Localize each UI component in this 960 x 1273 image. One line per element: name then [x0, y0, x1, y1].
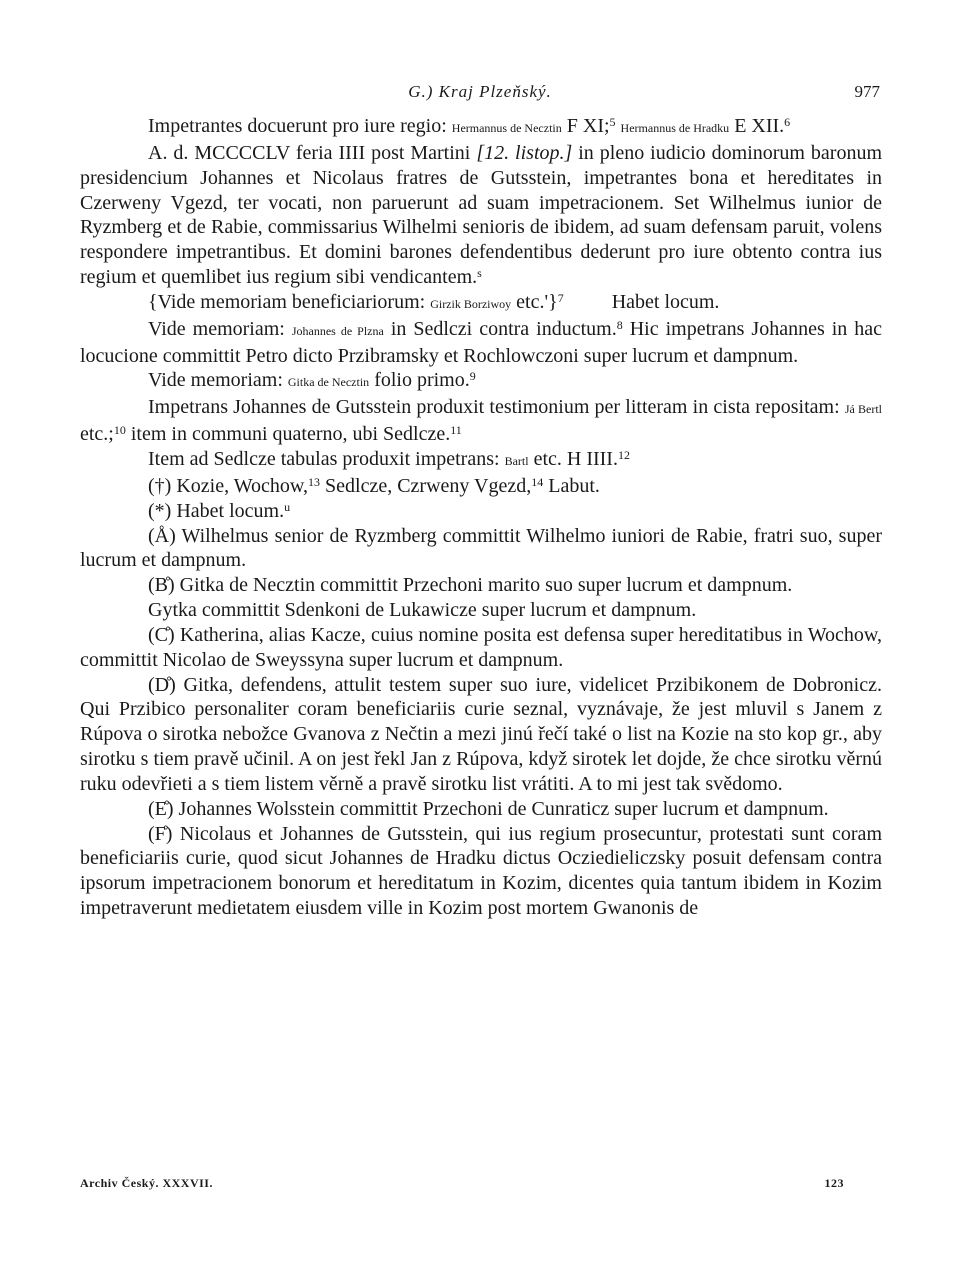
small-caps-name: Bartl: [504, 453, 529, 468]
text-run: F XI;: [566, 115, 610, 137]
paragraph-places: [80, 474, 882, 499]
paragraph-tabulas: [80, 447, 882, 474]
paragraph-vide-johannes: [80, 317, 882, 369]
text-run: folio primo.: [374, 369, 470, 392]
text-run: etc.;: [80, 423, 114, 446]
text-run: in Sedlczi contra inductum.: [390, 317, 617, 340]
footnote-ref: 10: [113, 423, 126, 438]
paragraph-d: (D̊) Gitka, defendens, attulit testem super suo iure, videlicet Przibikonem de Dobronicz. Qui Przibico personaliter coram beneficiariis curie seznal, vyznávaje, že jest mluvil s Janem z Rúpova o sirotka nebožce Gvanova z Nečtin a mezi jinú řečí také o list na Kozie na sto kop gr., aby sirotku s tiem pravě učinil. A on jest řekl Jan z Rúpova, když sirotek let dojde, že chce sirotku věrnú ruku odevřieti a s tiem listem věrně a pravě sirotku list vrátiti. A to mi jest tak svědomo.: [80, 673, 882, 795]
paragraph-gytka: Gytka committit Sdenkoni de Lukawicze super lucrum et dampnum.: [148, 599, 697, 622]
paragraph-impetrantes: [80, 114, 882, 141]
small-caps-name: Hermannus de Hradku: [620, 121, 730, 135]
footnote-ref: 13: [308, 474, 321, 489]
text-run: Habet locum.: [611, 290, 720, 313]
footnote-ref: 7: [557, 290, 564, 305]
text-run: (*) Habet locum.: [148, 499, 285, 522]
paragraph-f: (F̊) Nicolaus et Johannes de Gutsstein, qui ius regium prosecuntur, protestati sunt coram beneficiariis curie, quod sicut Johannes de Hradku dictus Ocziedieliczsky posuit defensam contra ipsorum impetracionem bonorum et hereditatum in Kozim, dicentes quia tantum ibidem in Kozim impetraverunt medietatem eiusdem ville in Kozim post mortem Gwanonis de: [80, 822, 882, 920]
footnote-ref: 6: [784, 115, 791, 129]
footnote-ref: 11: [450, 423, 462, 438]
footnote-ref: 14: [531, 474, 544, 489]
text-run: Labut.: [548, 474, 600, 497]
paragraph-e: (E̊) Johannes Wolsstein committit Przechoni de Cunraticz super lucrum et dampnum.: [148, 797, 829, 820]
footer-volume: Archiv Český. XXXVII.: [80, 1176, 213, 1190]
page-footer: [80, 1176, 844, 1196]
page-number: 977: [854, 82, 880, 101]
text-run: Item ad Sedlcze tabulas produxit impetrans:: [148, 447, 500, 470]
paragraph-vide-beneficiariorum: [80, 290, 882, 317]
text-run: A. d. MCCCCLV feria IIII post Martini: [148, 141, 471, 164]
paragraph-vide-gitka: [80, 368, 882, 395]
paragraph-record: [80, 141, 882, 290]
running-title: G.) Kraj Plzeňský.: [408, 82, 552, 101]
paragraph-habet-locum: [80, 499, 882, 524]
text-run: Impetrantes docuerunt pro iure regio:: [148, 115, 447, 137]
text-run: in pleno iudicio dominorum baronum presidencium Johannes et Nicolaus fratres de Gutsstein, impetrantes bona et hereditates in Czerweny Vgezd, ter vocati, non paruerunt ad suam impetracionem. Set Wilhelmus iunior de Ryzmberg et de Rabie, commissarius Wilhelmi senioris de ibidem, ad suam defensam paruit, volens respondere impetrantibus. Et domini barones defendentibus dederunt pro iure obtento contra ius regium et quemlibet ius regium sibi vendicantem.: [80, 141, 883, 289]
body-text: [80, 114, 882, 921]
footnote-ref: 12: [617, 447, 630, 462]
text-run: E XII.: [734, 115, 785, 137]
page-header: [80, 82, 880, 106]
footnote-ref: 5: [609, 115, 616, 129]
text-run: Hic impetrans Johannes in hac locucione committit Petro dicto Przibramsky et Rochlowczoni super lucrum et dampnum.: [80, 317, 883, 367]
small-caps-name: Já Bertl: [844, 402, 882, 417]
text-run: Impetrans Johannes de Gutsstein produxit testimonium per litteram in cista repositam:: [148, 396, 840, 419]
text-run: (†) Kozie, Wochow,: [148, 474, 309, 497]
italic-date: [12. listop.]: [476, 141, 573, 164]
small-caps-name: Hermannus de Neсztin: [451, 121, 562, 135]
footer-signature: 123: [824, 1176, 844, 1190]
paragraph-testimonium: [80, 395, 882, 447]
text-run: etc.'}: [516, 290, 558, 313]
paragraph-a: (Å) Wilhelmus senior de Ryzmberg committit Wilhelmo iuniori de Rabie, fratri suo, super lucrum et dampnum.: [80, 524, 882, 572]
text-run: etc. H IIII.: [533, 447, 618, 470]
text-run: Vide memoriam:: [148, 369, 283, 392]
paragraph-b: (B̊) Gitka de Neсztin committit Przechoni marito suo super lucrum et dampnum.: [148, 574, 793, 597]
text-run: item in communi quaterno, ubi Sedlcze.: [130, 423, 451, 446]
small-caps-name: Johannes de Plzna: [291, 323, 384, 338]
footnote-ref: 8: [616, 317, 623, 332]
footnote-ref: u: [284, 499, 291, 514]
text-run: Sedlcze, Czrweny Vgezd,: [325, 474, 532, 497]
small-caps-name: Gitka de Neсztin: [287, 375, 370, 390]
small-caps-name: Girzik Borziwoy: [430, 296, 512, 311]
text-run: Vide memoriam:: [148, 317, 285, 340]
paragraph-c: (C̊) Katherina, alias Kacze, cuius nomine posita est defensa super hereditatibus in Wochow, committit Nicolao de Sweyssyna super lucrum et dampnum.: [80, 623, 882, 671]
footnote-ref: s: [477, 266, 482, 281]
text-run: {Vide memoriam beneficiariorum:: [148, 290, 426, 313]
footnote-ref: 9: [469, 369, 476, 384]
